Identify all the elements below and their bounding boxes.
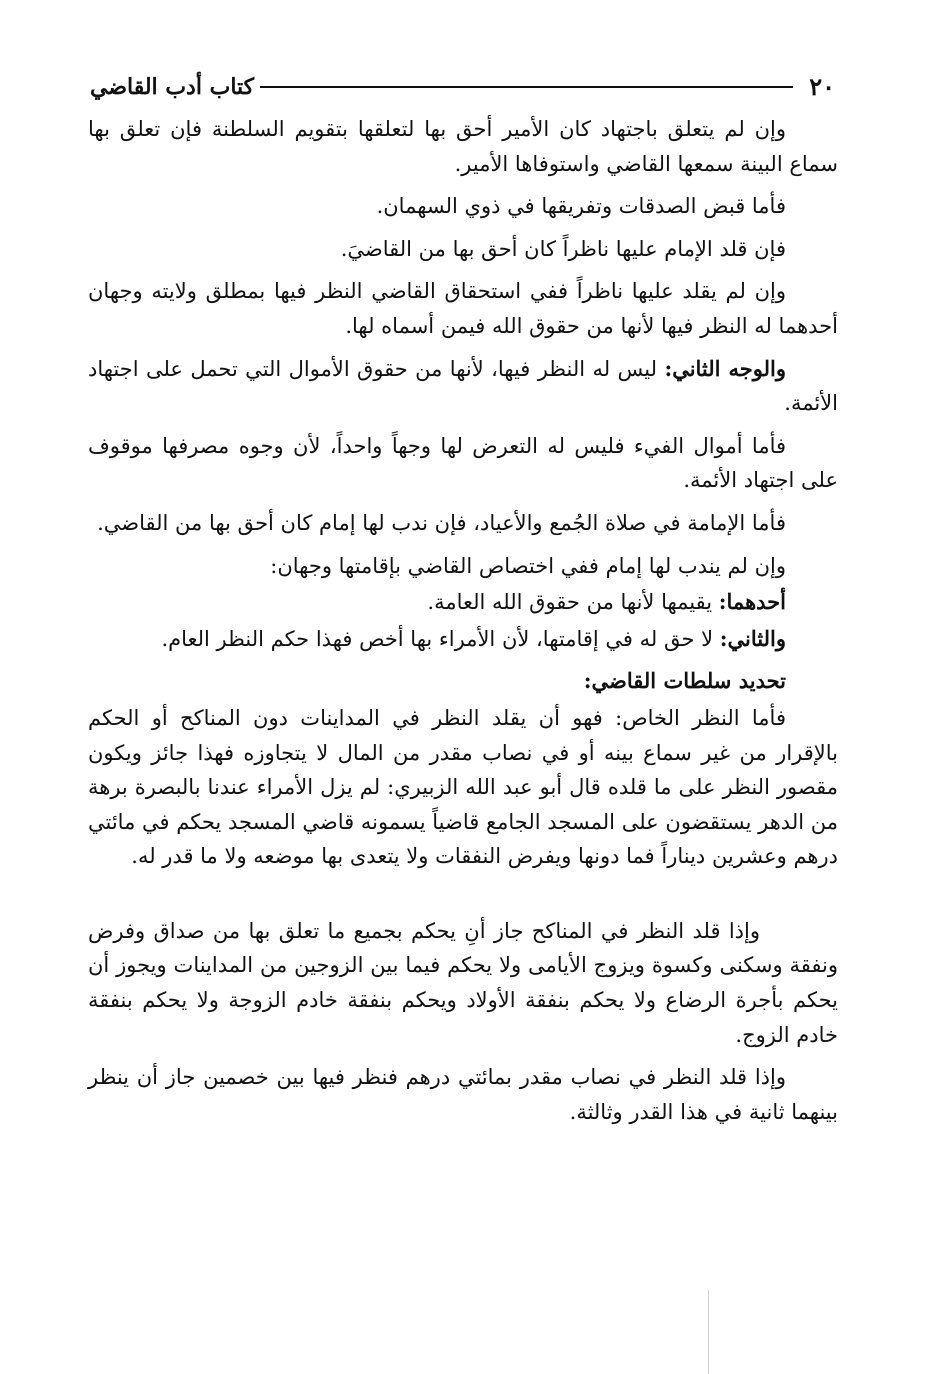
paragraph-text: فأما الإمامة في صلاة الجُمع والأعياد، فإن ندب لها إمام كان أحق بها من القاضي. [97, 510, 786, 535]
paragraph-text: فأما النظر الخاص: فهو أن يقلد النظر في المداينات دون المناكح أو الحكم بالإقرار من غير سماع بينه أو في نصاب مقدر من المال لا يتجاوزه فهذا جائز ويكون مقصور النظر على ما قلده قال أبو عبد الله الزبيري: لم يزل الأمراء عندنا بالبصرة برهة من الدهر يستقضون على المسجد الجامع قاضياً يسمونه قاضي المسجد يحكم في مائتي درهم وعشرين ديناراً فما دونها ويفرض النفقات ولا يتعدى بها موضعه ولا ما قدر له. [88, 705, 838, 869]
paragraph-12 [88, 914, 838, 1052]
paragraph-3 [88, 232, 838, 267]
paragraph-5 [88, 352, 838, 421]
paragraph-text: فإن قلد الإمام عليها ناظراً كان أحق بها من القاضيَ. [340, 236, 786, 261]
section-heading: تحديد سلطات القاضي: [583, 668, 786, 694]
scan-margin-line [708, 1290, 709, 1374]
page-number: ٢٠ [809, 72, 835, 101]
paragraph-text: وإن لم يندب لها إمام ففي اختصاص القاضي بإقامتها وجهان: [270, 553, 786, 578]
paragraph-text: وإن لم يقلد عليها ناظراً ففي استحقاق القاضي النظر فيها بمطلق ولايته وجهان أحدهما له النظر فيها لأنها من حقوق الله فيمن أسماه لها. [88, 279, 838, 338]
paragraph-text: وإذا قلد النظر في نصاب مقدر بمائتي درهم فنظر فيها بين خصمين جاز أن ينظر بينهما ثانية في هذا القدر وثالثة. [88, 1065, 838, 1124]
book-title: كتاب أدب القاضي [90, 74, 255, 100]
paragraph-10 [88, 622, 838, 657]
paragraph-9 [88, 585, 838, 620]
paragraph-lead: والوجه الثاني: [664, 355, 786, 381]
header-rule [260, 86, 793, 88]
paragraph-text: ليس له النظر فيها، لأنها من حقوق الأموال التي تحمل على اجتهاد الأئمة. [88, 356, 838, 416]
paragraph-1 [88, 112, 838, 181]
paragraph-11 [88, 701, 838, 874]
paragraph-text: فأما أموال الفيء فليس له التعرض لها وجهاً واحداً، لأن وجوه مصرفها موقوف على اجتهاد الأئمة. [88, 433, 838, 493]
page-body [88, 112, 838, 1137]
paragraph-6 [88, 429, 838, 498]
paragraph-2 [88, 189, 838, 224]
paragraph-8 [88, 549, 838, 584]
paragraph-lead: أحدهما: [718, 589, 786, 615]
running-header [90, 72, 835, 102]
paragraph-text: فأما قبض الصدقات وتفريقها في ذوي السهمان. [376, 194, 786, 219]
paragraph-lead: والثاني: [719, 625, 786, 651]
paragraph-7 [88, 506, 838, 541]
paragraph-text: وإن لم يتعلق باجتهاد كان الأمير أحق بها لتعلقها بتقويم السلطنة فإن تعلق بها سماع البينة سمعها القاضي واستوفاها الأمير. [88, 117, 838, 176]
paragraph-text: لا حق له في إقامتها، لأن الأمراء بها أخص فهذا حكم النظر العام. [161, 626, 720, 651]
paragraph-text: يقيمها لأنها من حقوق الله العامة. [427, 590, 719, 615]
paragraph-13 [88, 1060, 838, 1129]
paragraph-text: وإذا قلد النظر في المناكح جاز أنِ يحكم بجميع ما تعلق بها من صداق وفرض ونفقة وسكنى وكسوة ويزوج الأيامى ولا يحكم فيما بين الزوجين من المداينات ويجوز أن يحكم بأجرة الرضاع ولا يحكم بنفقة الأولاد ويحكم بنفقة خادم الزوجة ولا يحكم بنفقة خادم الزوج. [88, 918, 838, 1047]
paragraph-4 [88, 274, 838, 343]
